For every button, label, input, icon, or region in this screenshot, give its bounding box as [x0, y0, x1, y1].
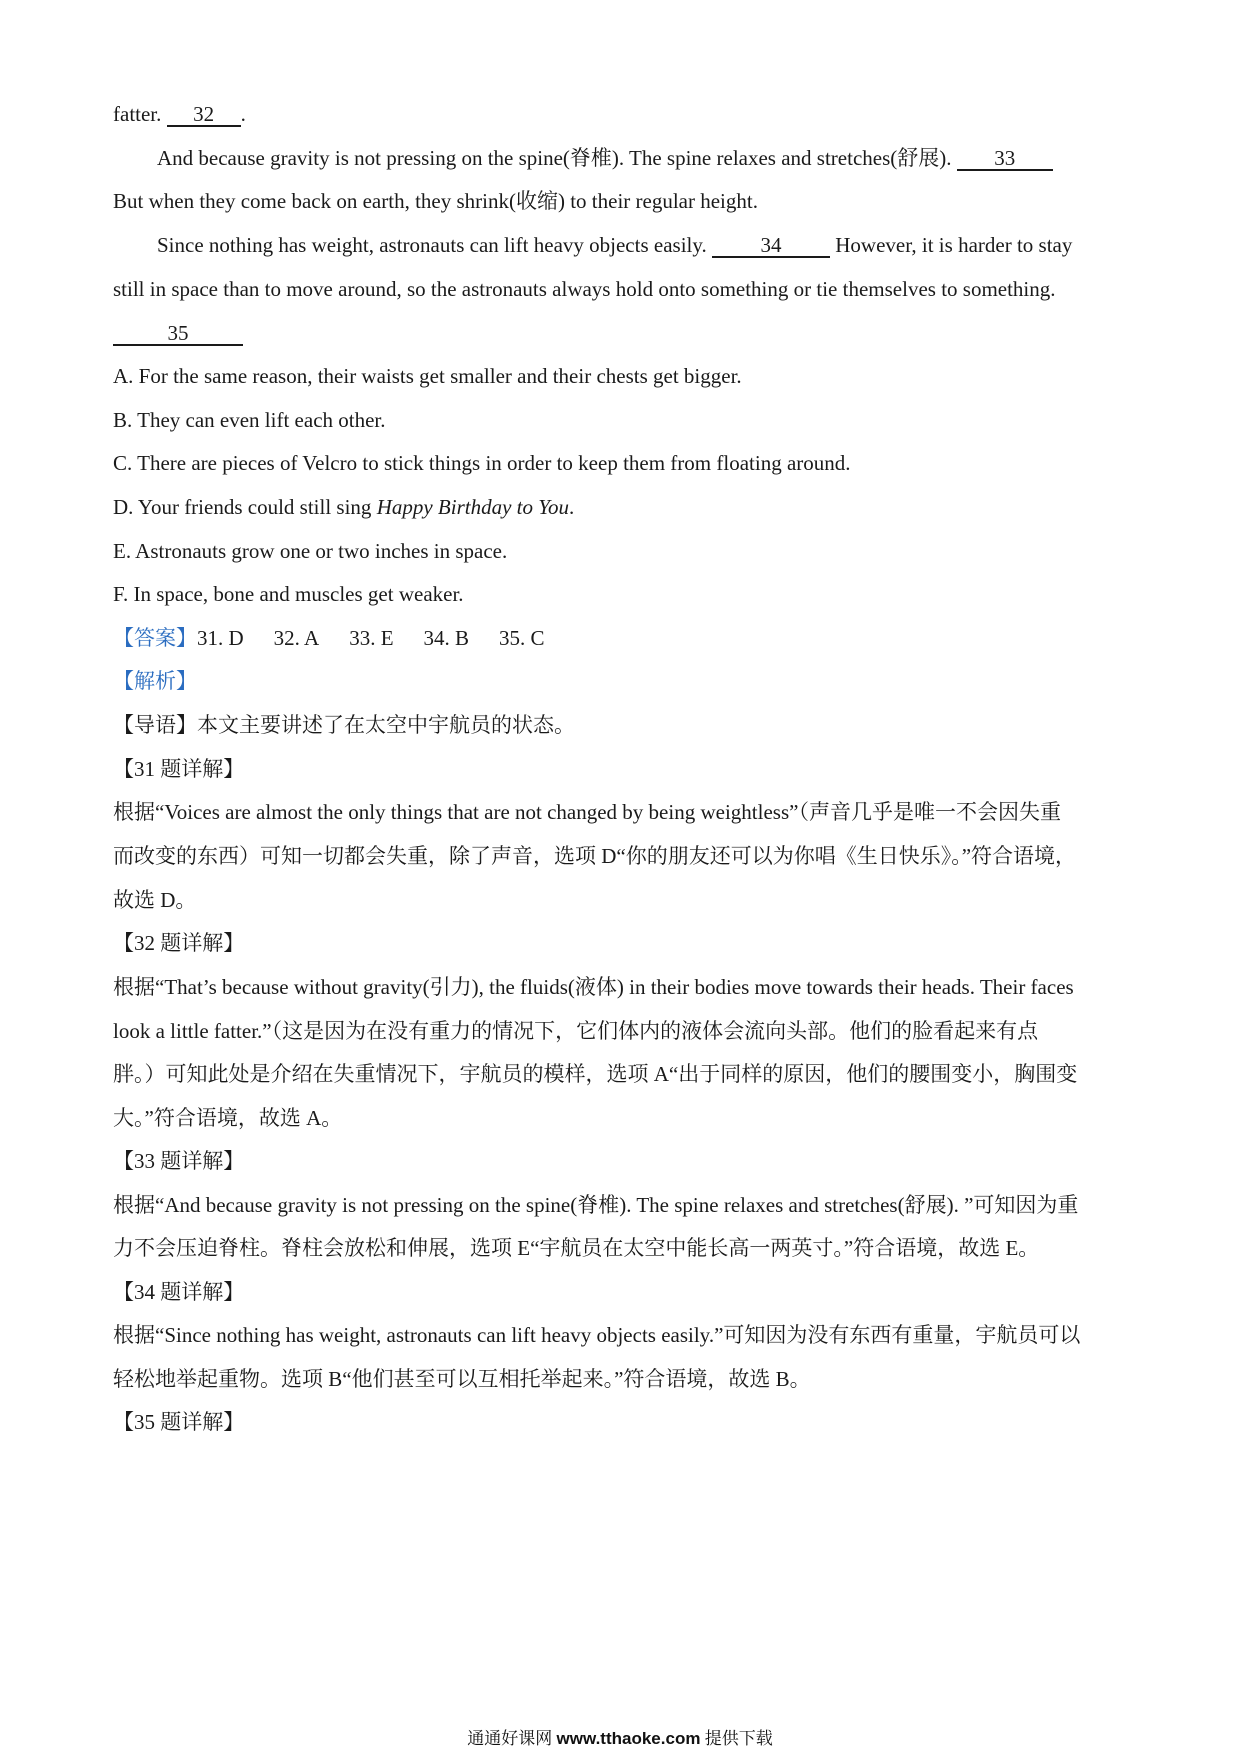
q32-heading: 【32 题详解】: [113, 931, 245, 955]
answer-item: 33. E: [349, 626, 394, 650]
passage-text: fatter.: [113, 102, 162, 126]
q31-line-1: 根据“Voices are almost the only things that are not changed by being weightless”（声音几乎是唯一不会因失重: [113, 800, 1061, 824]
answer-item: 34. B: [423, 626, 470, 650]
answer-label: 【答案】: [113, 626, 197, 650]
answer-line: [113, 624, 575, 652]
footer-site-name: 通通好课网: [467, 1729, 553, 1748]
q34-line-1: 根据“Since nothing has weight, astronauts can lift heavy objects easily.”可知因为没有东西有重量，宇航员可以: [113, 1323, 1081, 1347]
blank-35: 35: [113, 322, 243, 346]
passage-line-4: [157, 231, 1072, 259]
answer-item: 35. C: [499, 626, 545, 650]
period: .: [569, 495, 575, 519]
option-f: F. In space, bone and muscles get weaker.: [113, 582, 464, 606]
answer-item: 32. A: [273, 626, 320, 650]
period: .: [240, 102, 246, 126]
q35-heading: 【35 题详解】: [113, 1410, 245, 1434]
option-c: C. There are pieces of Velcro to stick things in order to keep them from floating around.: [113, 451, 851, 475]
passage-line-6: [113, 319, 243, 347]
option-text: D. Your friends could still sing: [113, 495, 377, 519]
q33-line-2: 力不会压迫脊柱。脊柱会放松和伸展，选项 E“宇航员在太空中能长高一两英寸。”符合语境，故选 E。: [113, 1236, 1040, 1260]
q32-line-4: 大。”符合语境，故选 A。: [113, 1106, 343, 1130]
passage-line-1: [113, 100, 246, 128]
option-a: A. For the same reason, their waists get smaller and their chests get bigger.: [113, 364, 742, 388]
q32-line-3: 胖。）可知此处是介绍在失重情况下，宇航员的模样，选项 A“出于同样的原因，他们的腰围变小，胸围变: [113, 1062, 1078, 1086]
page-footer: [0, 1728, 1240, 1750]
q33-line-1: 根据“And because gravity is not pressing on the spine(脊椎). The spine relaxes and stretches(舒展). ”可知因为重: [113, 1193, 1079, 1217]
passage-text: However, it is harder to stay: [835, 233, 1073, 257]
q32-line-1: 根据“That’s because without gravity(引力), the fluids(液体) in their bodies move towards their heads. Their faces: [113, 975, 1074, 999]
footer-url[interactable]: www.tthaoke.com: [556, 1729, 701, 1748]
option-e: E. Astronauts grow one or two inches in space.: [113, 539, 508, 563]
q31-line-3: 故选 D。: [113, 888, 197, 912]
passage-text: And because gravity is not pressing on the spine(脊椎). The spine relaxes and stretches(舒展).: [157, 146, 952, 170]
blank-33: 33: [957, 147, 1053, 171]
footer-download-text: 提供下载: [704, 1729, 773, 1748]
q31-heading: 【31 题详解】: [113, 757, 245, 781]
q32-line-2: look a little fatter.”（这是因为在没有重力的情况下，它们体内的液体会流向头部。他们的脸看起来有点: [113, 1019, 1039, 1043]
guide-line: 【导语】本文主要讲述了在太空中宇航员的状态。: [113, 713, 575, 737]
q34-heading: 【34 题详解】: [113, 1280, 245, 1304]
passage-line-3: But when they come back on earth, they shrink(收缩) to their regular height.: [113, 189, 758, 213]
song-title: Happy Birthday to You: [376, 495, 569, 519]
passage-line-2: [157, 144, 1053, 172]
q33-heading: 【33 题详解】: [113, 1149, 245, 1173]
blank-32: 32: [167, 103, 241, 127]
analysis-label: 【解析】: [113, 669, 197, 693]
q34-line-2: 轻松地举起重物。选项 B“他们甚至可以互相托举起来。”符合语境，故选 B。: [113, 1367, 811, 1391]
q31-line-2: 而改变的东西）可知一切都会失重，除了声音，选项 D“你的朋友还可以为你唱《生日快乐》。”符合语境，: [113, 844, 1077, 868]
blank-34: 34: [712, 234, 830, 258]
passage-text: Since nothing has weight, astronauts can lift heavy objects easily.: [157, 233, 707, 257]
option-b: B. They can even lift each other.: [113, 408, 386, 432]
passage-line-5: still in space than to move around, so the astronauts always hold onto something or tie themselves to something.: [113, 277, 1056, 301]
answer-item: 31. D: [197, 626, 244, 650]
option-d: [113, 493, 574, 521]
